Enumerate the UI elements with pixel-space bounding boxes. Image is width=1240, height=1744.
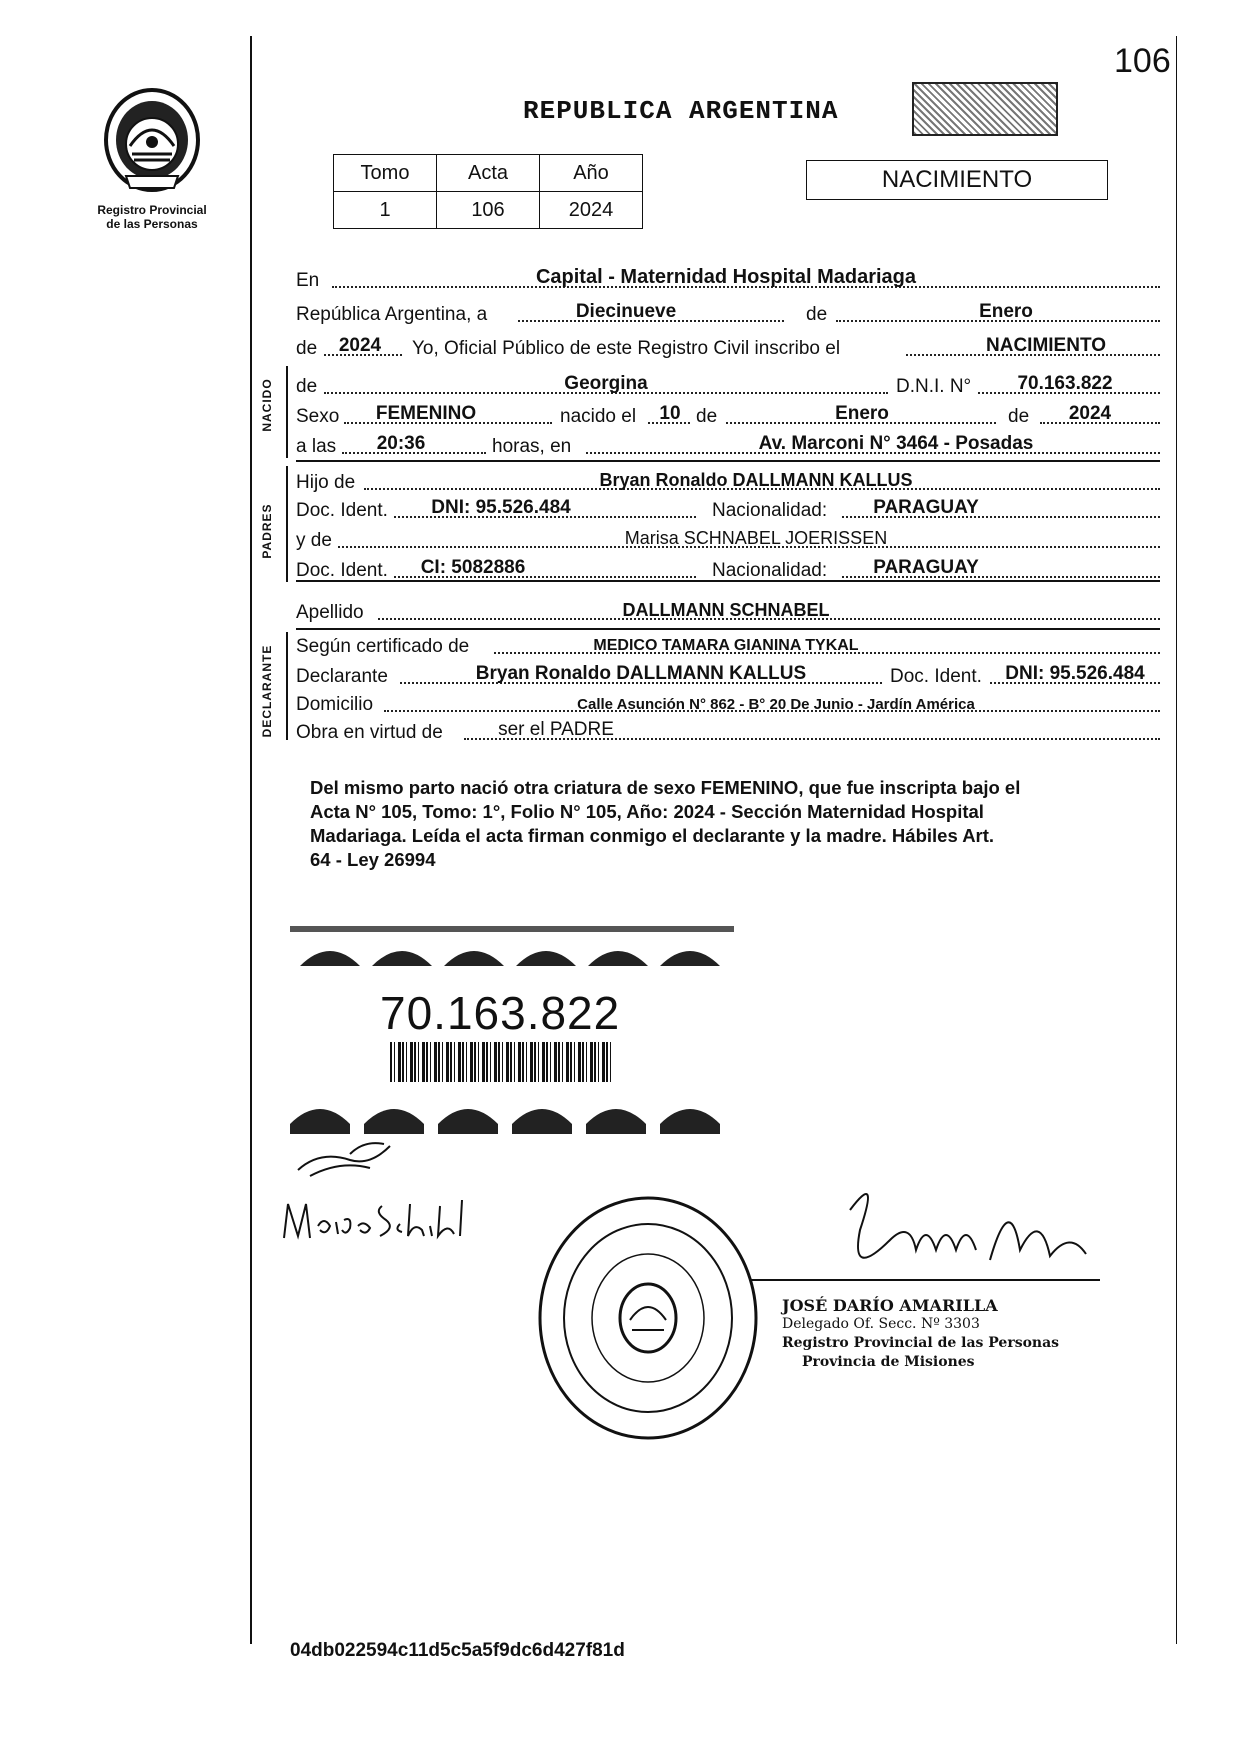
note-line-1: Del mismo parto nació otra criatura de sexo FEMENINO, que fue inscripta bajo el — [310, 777, 1021, 798]
padres-separator — [296, 580, 1160, 582]
decl-doc-label: Doc. Ident. — [890, 666, 982, 687]
declarant-signature — [290, 1130, 410, 1190]
mother-name-value: Marisa SCHNABEL JOERISSEN — [624, 528, 888, 548]
father-nationality-value: PARAGUAY — [873, 497, 979, 518]
registry-caption-line1: Registro Provincial — [97, 203, 207, 217]
handwritten-signature-icon — [278, 1186, 478, 1256]
row-apellido — [296, 596, 1160, 624]
mother-signature — [278, 1186, 478, 1256]
horas-label: horas, en — [492, 436, 572, 457]
row-inscribo — [296, 332, 1160, 360]
document-hash: 04db022594c11d5c5a5f9dc6d427f81d — [290, 1640, 625, 1661]
cert-label: Según certificado de — [296, 636, 470, 657]
row-padre — [296, 466, 1160, 494]
barcode — [390, 1042, 614, 1082]
table-value-row — [334, 192, 643, 229]
domicilio-value: Calle Asunción N° 862 - B° 20 De Junio - Jardín América — [577, 696, 975, 713]
mother-nationality-value: PARAGUAY — [873, 557, 979, 578]
official-org: Registro Provincial de las Personas — [782, 1335, 1060, 1351]
registry-logo — [92, 84, 212, 196]
table-header-row — [334, 155, 643, 192]
father-nat-label: Nacionalidad: — [712, 500, 828, 521]
declarante-bracket — [286, 632, 288, 740]
obra-value: ser el PADRE — [498, 719, 614, 740]
dni-label: D.N.I. N° — [896, 376, 972, 397]
apellido-label: Apellido — [296, 602, 364, 623]
nacido-side-label: NACIDO — [260, 378, 274, 432]
signature-scribble-icon — [290, 1130, 410, 1190]
note-line-3: Madariaga. Leída el acta firman conmigo el declarante y la madre. Hábiles Art. — [310, 825, 995, 846]
row-domicilio — [296, 688, 1160, 716]
domicilio-label: Domicilio — [296, 694, 374, 715]
apellido-value: DALLMANN SCHNABEL — [622, 600, 830, 620]
mother-nat-label: Nacionalidad: — [712, 560, 828, 581]
barcode-number: 70.163.822 — [380, 987, 621, 1039]
a-las-label: a las — [296, 436, 337, 457]
time-value: 20:36 — [376, 433, 426, 454]
padres-bracket — [286, 466, 288, 582]
de2-label: de — [296, 338, 318, 359]
declarante-label: Declarante — [296, 666, 388, 687]
row-fecha — [296, 298, 1160, 326]
security-pattern-top — [290, 926, 734, 968]
note-line-2: Acta N° 105, Tomo: 1°, Folio N° 105, Año: 2024 - Sección Maternidad Hospital — [310, 801, 984, 822]
official-signature-scribble-icon — [740, 1170, 1120, 1310]
ano-header: Año — [540, 155, 643, 192]
row-sexo — [296, 400, 1160, 428]
registry-seal-icon — [536, 1194, 760, 1442]
birth-de2-label: de — [1008, 406, 1030, 427]
security-pattern-bottom — [290, 1094, 734, 1134]
child-name-value: Georgina — [564, 373, 648, 394]
row-nombre — [296, 370, 1160, 398]
row-obra — [296, 716, 1160, 744]
birth-month-value: Enero — [835, 403, 889, 424]
official-seal — [536, 1194, 760, 1442]
official-signature-block — [782, 1296, 1062, 1372]
official-signature — [740, 1170, 1120, 1310]
nacido-bracket — [286, 366, 288, 458]
row-certificado — [296, 630, 1160, 658]
padres-side-label: PADRES — [260, 503, 274, 559]
row-hora — [296, 430, 1160, 458]
registry-caption — [82, 203, 222, 231]
mother-doc-label: Doc. Ident. — [296, 560, 388, 581]
father-name-value: Bryan Ronaldo DALLMANN KALLUS — [599, 470, 913, 490]
inscribo-label: Yo, Oficial Público de este Registro Civil inscribo el — [412, 338, 841, 359]
row-padre-doc — [296, 494, 1160, 522]
nacido-separator — [296, 460, 1160, 462]
ano-value: 2024 — [540, 192, 643, 229]
row-declarante — [296, 660, 1160, 688]
official-province: Provincia de Misiones — [802, 1354, 975, 1370]
y-de-label: y de — [296, 530, 332, 551]
declarante-value: Bryan Ronaldo DALLMANN KALLUS — [475, 663, 807, 684]
month-value: Enero — [979, 301, 1033, 322]
father-doc-label: Doc. Ident. — [296, 500, 388, 521]
row-madre — [296, 524, 1160, 552]
sexo-label: Sexo — [296, 406, 340, 427]
nacido-el-label: nacido el — [560, 406, 637, 427]
left-margin-rule — [250, 36, 252, 1644]
security-stamp — [912, 82, 1058, 136]
tomo-value: 1 — [334, 192, 437, 229]
hijo-de-label: Hijo de — [296, 472, 356, 493]
cert-value: MEDICO TAMARA GIANINA TYKAL — [593, 637, 859, 654]
row-madre-doc — [296, 554, 1160, 582]
observation-note — [310, 776, 1170, 872]
nacido-de-label: de — [296, 376, 318, 397]
document-type-box: NACIMIENTO — [806, 160, 1108, 200]
acta-value: 106 — [437, 192, 540, 229]
declarante-side-label: DECLARANTE — [260, 644, 274, 738]
sexo-value: FEMENINO — [375, 403, 477, 424]
note-line-4: 64 - Ley 26994 — [310, 849, 436, 870]
decl-doc-value: DNI: 95.526.484 — [1005, 663, 1145, 684]
obra-label: Obra en virtud de — [296, 722, 443, 743]
father-doc-value: DNI: 95.526.484 — [431, 497, 571, 518]
inscribo-value: NACIMIENTO — [986, 335, 1106, 356]
registry-caption-line2: de las Personas — [106, 217, 198, 231]
tomo-header: Tomo — [334, 155, 437, 192]
en-label: En — [296, 270, 320, 291]
year-value: 2024 — [338, 335, 382, 356]
republica-label: República Argentina, a — [296, 304, 488, 325]
birth-place-value: Av. Marconi N° 3464 - Posadas — [758, 433, 1034, 454]
acta-header: Acta — [437, 155, 540, 192]
birth-de-label: de — [696, 406, 718, 427]
child-dni-value: 70.163.822 — [1017, 373, 1113, 394]
province-shield-icon — [92, 84, 212, 196]
page-number: 106 — [1114, 42, 1171, 80]
day-value: Diecinueve — [575, 301, 677, 322]
birth-year-value: 2024 — [1068, 403, 1112, 424]
tomo-acta-ano-table — [333, 154, 643, 229]
mother-doc-value: CI: 5082886 — [420, 557, 526, 578]
right-margin-rule — [1176, 36, 1177, 1644]
birth-day-value: 10 — [659, 403, 681, 424]
official-name: JOSÉ DARÍO AMARILLA — [782, 1296, 998, 1315]
document-title: REPUBLICA ARGENTINA — [523, 96, 839, 126]
en-value: Capital - Maternidad Hospital Madariaga — [535, 266, 917, 288]
de1-label: de — [806, 304, 828, 325]
official-role: Delegado Of. Secc. Nº 3303 — [782, 1316, 980, 1332]
row-en — [296, 264, 1160, 292]
